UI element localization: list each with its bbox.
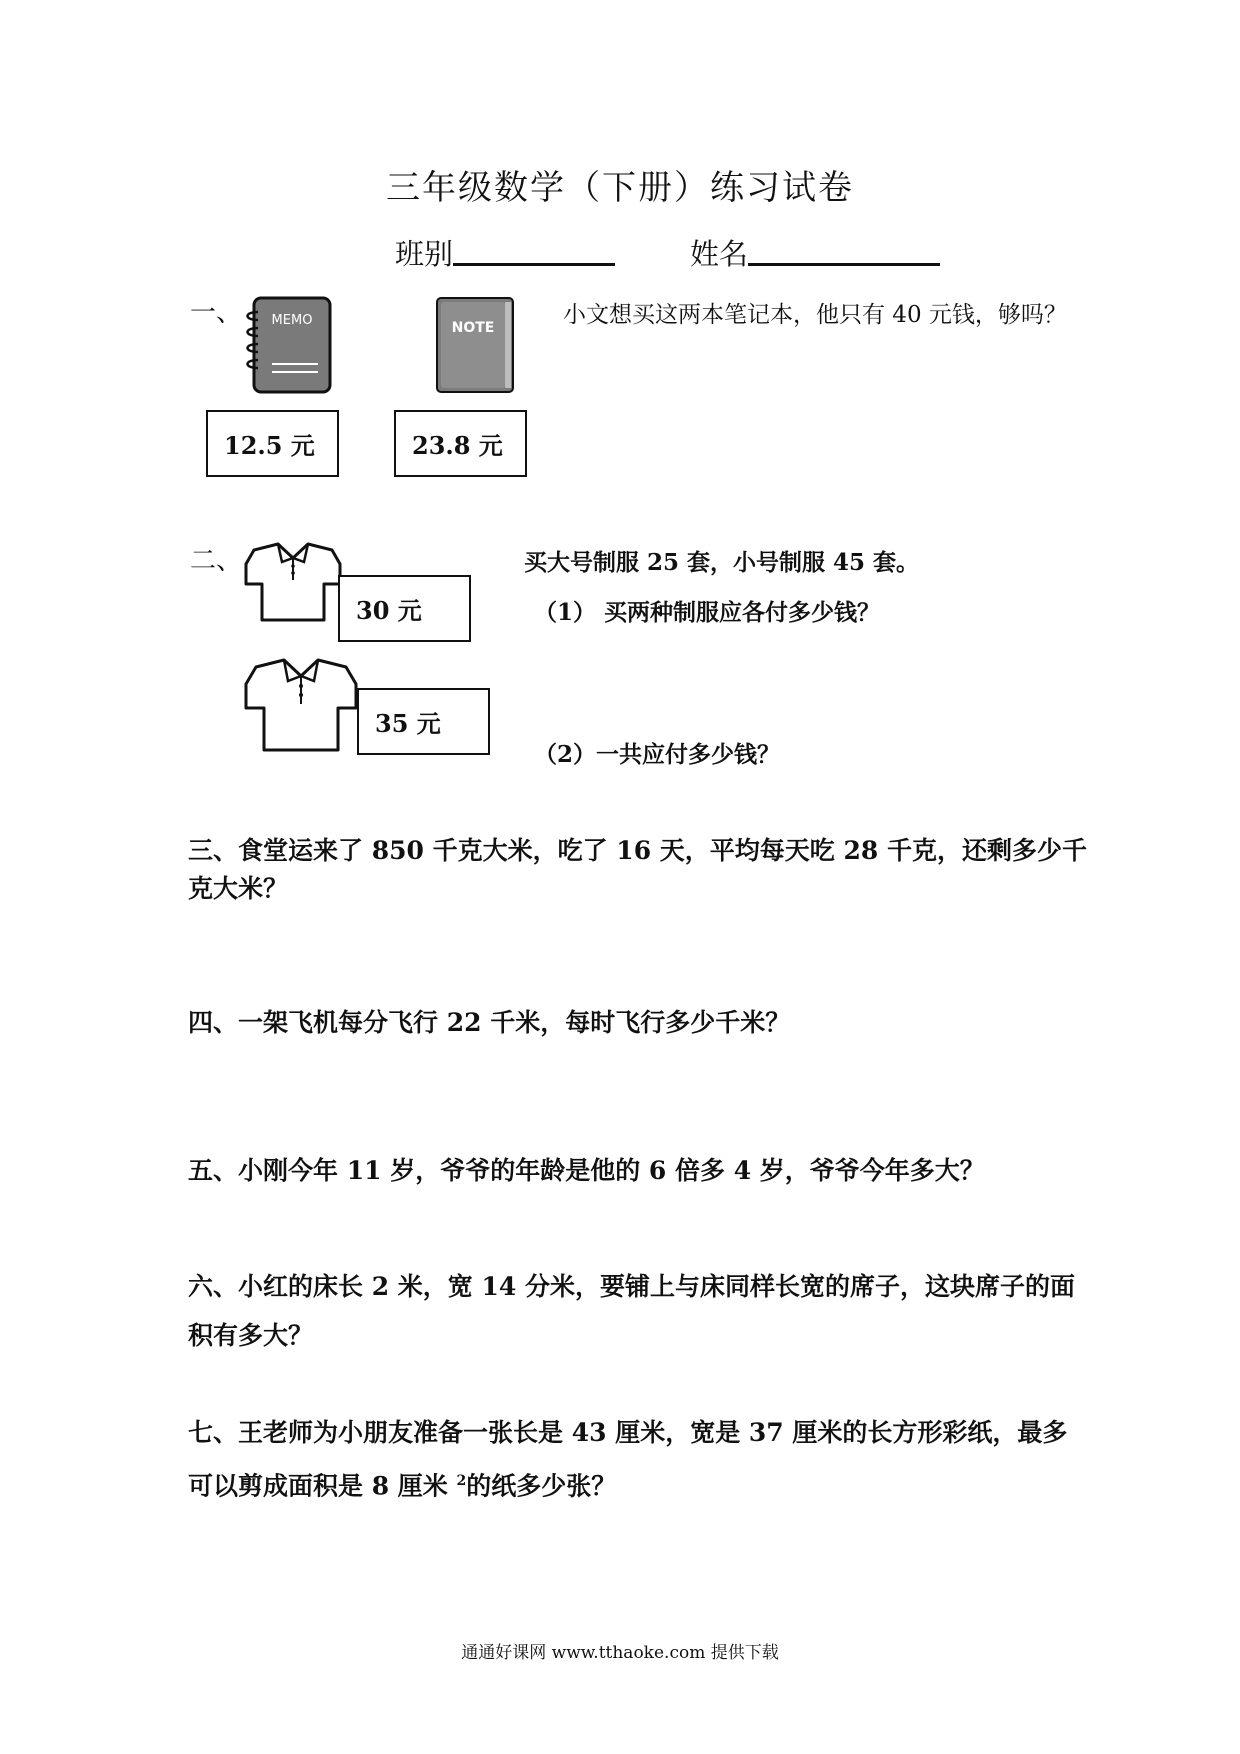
footer-credit: 通通好课网 www.tthaoke.com 提供下载 bbox=[461, 1643, 779, 1663]
q3-line1: 三、食堂运来了 850 千克大米，吃了 16 天，平均每天吃 28 千克，还剩多少千 bbox=[188, 836, 1087, 865]
q6-line1: 六、小红的床长 2 米，宽 14 分米，要铺上与床同样长宽的席子，这块席子的面 bbox=[188, 1272, 1076, 1301]
q2-number: 二、 bbox=[190, 546, 243, 576]
q2-sub1: （1） 买两种制服应各付多少钱？ bbox=[534, 599, 881, 626]
q7-line2: 可以剪成面积是 8 厘米 $^2$的纸多少张？ bbox=[188, 1471, 617, 1501]
shirt-large-icon bbox=[244, 656, 358, 754]
q2-sub2: （2）一共应付多少钱？ bbox=[534, 741, 781, 768]
q6-line2: 积有多大？ bbox=[188, 1321, 314, 1350]
q3-line2: 克大米？ bbox=[188, 874, 289, 903]
memo-notebook-icon bbox=[240, 296, 335, 396]
q4-text: 四、一架飞机每分飞行 22 千米，每时飞行多少千米？ bbox=[188, 1008, 791, 1037]
q1-text: 小文想买这两本笔记本，他只有 40 元钱，够吗？ bbox=[563, 302, 1067, 328]
note-cover-text: NOTE bbox=[451, 320, 495, 336]
memo-price-box: 12.5 元 bbox=[206, 410, 339, 477]
class-blank-line bbox=[453, 263, 615, 266]
q1-number: 一、 bbox=[190, 298, 243, 328]
q5-text: 五、小刚今年 11 岁，爷爷的年龄是他的 6 倍多 4 岁，爷爷今年多大？ bbox=[188, 1156, 985, 1185]
memo-cover-text: MEMO bbox=[271, 313, 313, 328]
name-blank-line bbox=[748, 263, 940, 266]
large-shirt-price-box: 35 元 bbox=[357, 688, 490, 755]
note-price-box: 23.8 元 bbox=[394, 410, 527, 477]
q7-line1: 七、王老师为小朋友准备一张长是 43 厘米，宽是 37 厘米的长方形彩纸，最多 bbox=[188, 1418, 1068, 1447]
class-label: 班别 bbox=[395, 237, 454, 271]
shirt-small-icon bbox=[244, 540, 342, 624]
note-notebook-icon bbox=[433, 296, 518, 396]
name-label: 姓名 bbox=[690, 237, 749, 271]
small-shirt-price-box: 30 元 bbox=[338, 575, 471, 642]
page-title: 三年级数学（下册）练习试卷 bbox=[386, 168, 854, 208]
q2-text: 买大号制服 25 套，小号制服 45 套。 bbox=[524, 549, 920, 576]
